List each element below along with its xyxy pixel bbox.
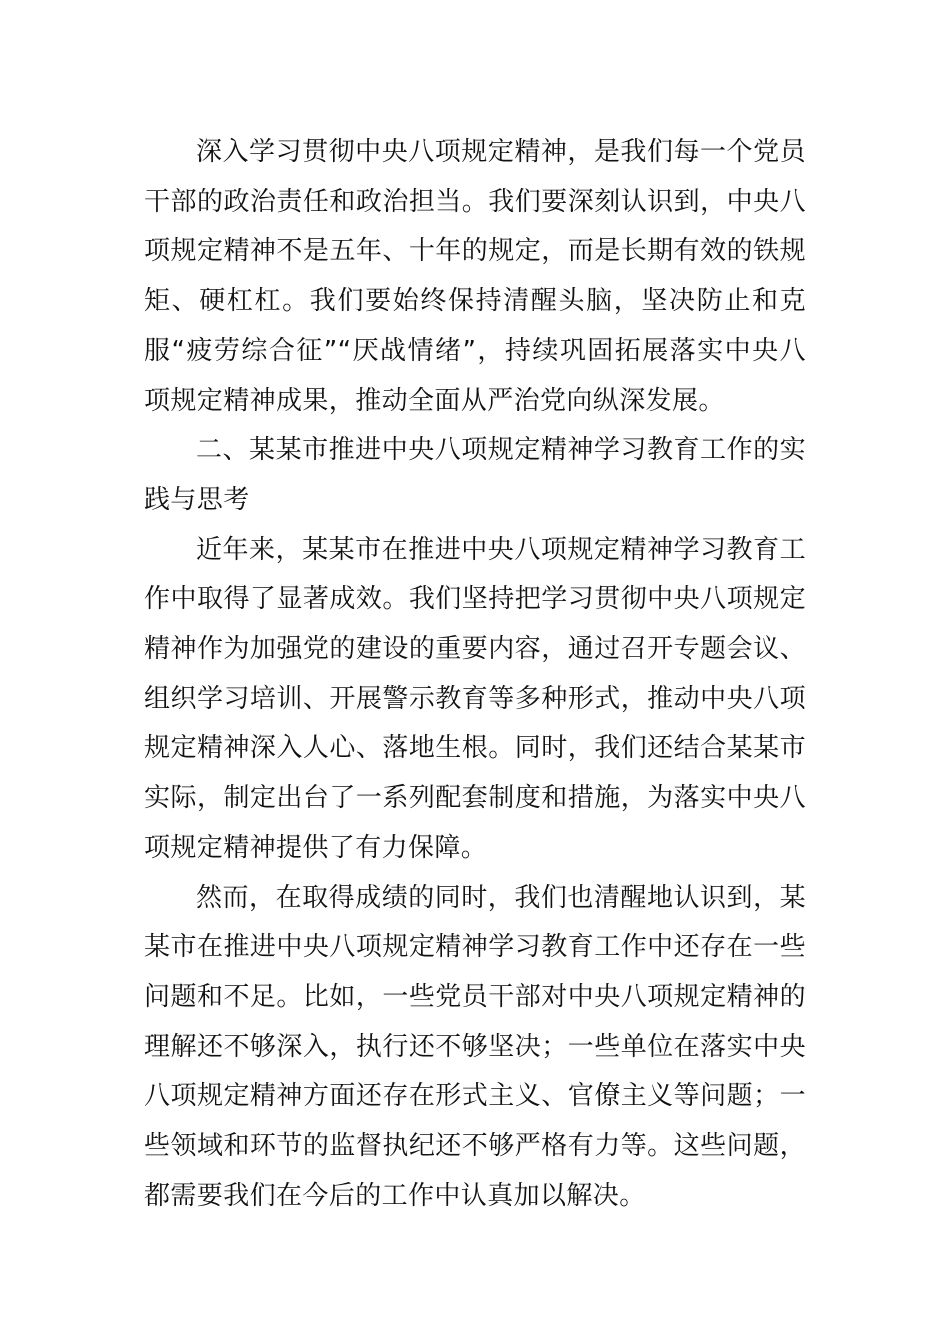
paragraph-achievements: 近年来，某某市在推进中央八项规定精神学习教育工作中取得了显著成效。我们坚持把学习贯彻中央八项规定精神作为加强党的建设的重要内容，通过召开专题会议、组织学习培训、开展警示教育等多种形式，推动中央八项规定精神深入人心、落地生根。同时，我们还结合某某市实际，制定出台了一系列配套制度和措施，为落实中央八项规定精神提供了有力保障。 <box>144 534 806 863</box>
section-heading-2: 二、某某市推进中央八项规定精神学习教育工作的实践与思考 <box>144 435 806 515</box>
document-body <box>144 128 806 1221</box>
paragraph-intro: 深入学习贯彻中央八项规定精神，是我们每一个党员干部的政治责任和政治担当。我们要深刻认识到，中央八项规定精神不是五年、十年的规定，而是长期有效的铁规矩、硬杠杠。我们要始终保持清醒头脑，坚决防止和克服“疲劳综合征”“厌战情绪”，持续巩固拓展落实中央八项规定精神成果，推动全面从严治党向纵深发展。 <box>144 137 806 416</box>
paragraph-problems: 然而，在取得成绩的同时，我们也清醒地认识到，某某市在推进中央八项规定精神学习教育工作中还存在一些问题和不足。比如，一些党员干部对中央八项规定精神的理解还不够深入，执行还不够坚决；一些单位在落实中央八项规定精神方面还存在形式主义、官僚主义等问题；一些领域和环节的监督执纪还不够严格有力等。这些问题，都需要我们在今后的工作中认真加以解决。 <box>144 882 806 1211</box>
